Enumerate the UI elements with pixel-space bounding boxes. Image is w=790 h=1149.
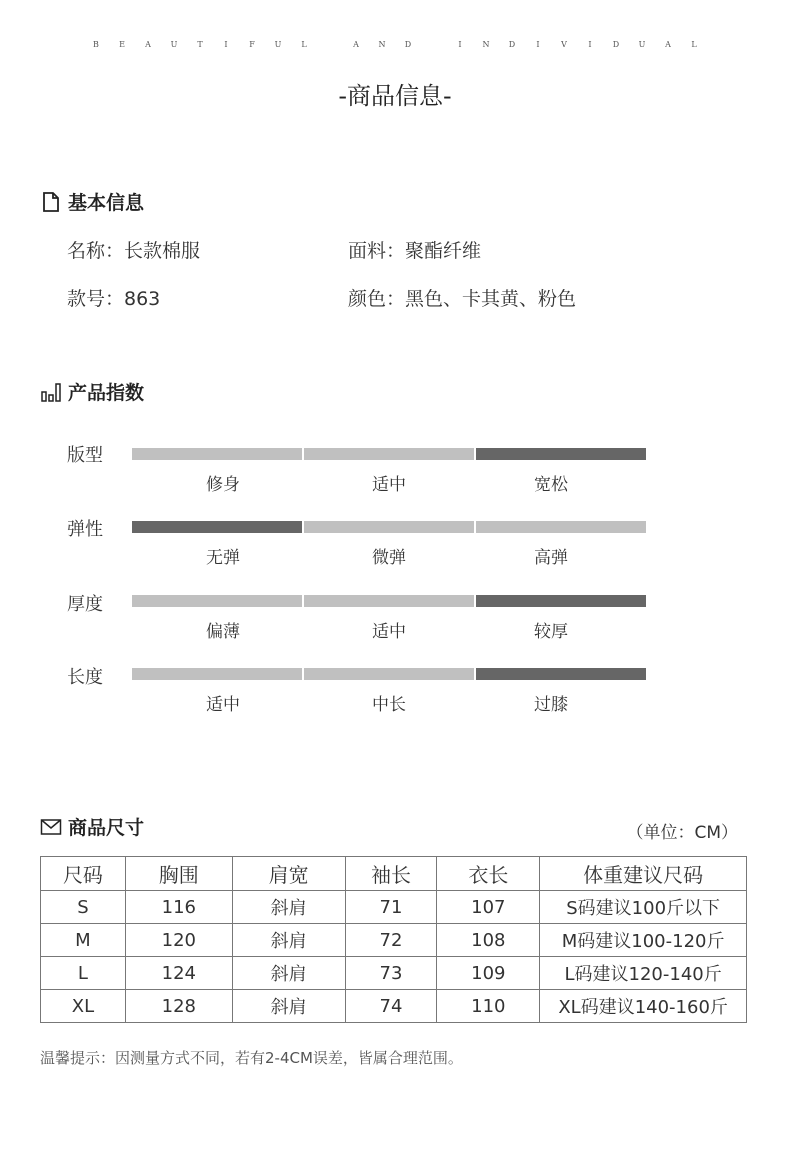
table-row <box>41 990 747 1023</box>
size-chart-heading <box>40 813 144 840</box>
basic-info-heading <box>40 188 144 215</box>
tagline-letter: D <box>508 40 516 49</box>
index-option: 适中 <box>372 622 406 642</box>
measurement-note: 温馨提示：因测量方式不同，若有2-4CM误差，皆属合理范围。 <box>40 1049 463 1067</box>
table-cell: 72 <box>345 924 437 957</box>
index-label: 厚度 <box>67 594 103 615</box>
tagline-letter: U <box>274 40 282 49</box>
index-bar <box>132 668 302 680</box>
table-row <box>41 924 747 957</box>
indices-heading <box>40 378 144 405</box>
product-fabric: 面料：聚酯纤维 <box>348 240 482 262</box>
brand-tagline <box>0 40 790 49</box>
tagline-letter: I <box>458 40 462 49</box>
tagline-letter: V <box>561 40 567 49</box>
table-cell: 斜肩 <box>232 990 345 1023</box>
index-option: 较厚 <box>534 622 568 642</box>
envelope-icon <box>40 816 62 838</box>
index-option: 宽松 <box>534 475 568 495</box>
index-option: 偏薄 <box>206 622 240 642</box>
table-cell: 128 <box>125 990 232 1023</box>
tagline-letter: D <box>404 40 412 49</box>
index-bar <box>304 595 474 607</box>
column-header: 体重建议尺码 <box>540 857 747 891</box>
index-option: 适中 <box>372 475 406 495</box>
tagline-letter: N <box>482 40 490 49</box>
tagline-letter: A <box>353 40 359 49</box>
tagline-letter: I <box>224 40 228 49</box>
table-cell: 116 <box>125 891 232 924</box>
table-cell: 斜肩 <box>232 891 345 924</box>
table-cell: M <box>41 924 126 957</box>
index-bar <box>476 448 646 460</box>
tagline-letter: A <box>145 40 151 49</box>
table-cell: XL <box>41 990 126 1023</box>
index-option: 适中 <box>206 695 240 715</box>
index-label: 版型 <box>67 445 103 466</box>
tagline-letter: D <box>612 40 620 49</box>
index-label: 长度 <box>67 667 103 688</box>
table-cell: S码建议100斤以下 <box>540 891 747 924</box>
column-header: 衣长 <box>437 857 540 891</box>
basic-info-title: 基本信息 <box>68 192 145 214</box>
index-bar <box>476 521 646 533</box>
table-cell: 斜肩 <box>232 957 345 990</box>
table-row <box>41 891 747 924</box>
table-cell: 74 <box>345 990 437 1023</box>
table-cell: M码建议100-120斤 <box>540 924 747 957</box>
tagline-letter: E <box>119 40 125 49</box>
tagline-letter: I <box>588 40 592 49</box>
table-cell: S <box>41 891 126 924</box>
index-bar <box>132 595 302 607</box>
unit-label: （单位：CM） <box>626 823 738 843</box>
page-title: -商品信息- <box>338 82 452 110</box>
index-bar <box>304 448 474 460</box>
tagline-letter: L <box>301 40 307 49</box>
tagline-letter: T <box>197 40 203 49</box>
table-cell: 109 <box>437 957 540 990</box>
index-bar <box>132 521 302 533</box>
tagline-letter: N <box>378 40 386 49</box>
index-option: 无弹 <box>206 548 240 568</box>
column-header: 袖长 <box>345 857 437 891</box>
index-option: 修身 <box>206 475 240 495</box>
table-header-row <box>41 857 747 891</box>
tagline-letter: A <box>665 40 671 49</box>
index-bar <box>304 521 474 533</box>
index-option: 高弹 <box>534 548 568 568</box>
table-cell: L码建议120-140斤 <box>540 957 747 990</box>
table-row <box>41 957 747 990</box>
index-bar <box>304 668 474 680</box>
product-colors: 颜色：黑色、卡其黄、粉色 <box>348 288 577 310</box>
tagline-letter: I <box>536 40 540 49</box>
product-style-no: 款号：863 <box>67 288 161 310</box>
table-cell: 124 <box>125 957 232 990</box>
index-bar <box>132 448 302 460</box>
tagline-letter: U <box>170 40 178 49</box>
table-cell: 71 <box>345 891 437 924</box>
indices-title: 产品指数 <box>68 382 145 404</box>
column-header: 肩宽 <box>232 857 345 891</box>
table-cell: 107 <box>437 891 540 924</box>
document-icon <box>40 191 62 213</box>
table-cell: XL码建议140-160斤 <box>540 990 747 1023</box>
tagline-letter: B <box>93 40 99 49</box>
table-cell: 73 <box>345 957 437 990</box>
index-bar <box>476 595 646 607</box>
column-header: 尺码 <box>41 857 126 891</box>
table-cell: L <box>41 957 126 990</box>
table-cell: 120 <box>125 924 232 957</box>
table-cell: 110 <box>437 990 540 1023</box>
bar-chart-icon <box>40 381 62 403</box>
index-option: 中长 <box>372 695 406 715</box>
product-name: 名称：长款棉服 <box>67 240 201 262</box>
tagline-letter: U <box>638 40 646 49</box>
tagline-letter: L <box>691 40 697 49</box>
size-chart-title: 商品尺寸 <box>68 817 145 839</box>
index-option: 过膝 <box>534 695 568 715</box>
table-cell: 108 <box>437 924 540 957</box>
size-table <box>40 856 747 1023</box>
table-cell: 斜肩 <box>232 924 345 957</box>
column-header: 胸围 <box>125 857 232 891</box>
tagline-letter: F <box>249 40 255 49</box>
index-option: 微弹 <box>372 548 406 568</box>
index-label: 弹性 <box>67 519 103 540</box>
index-bar <box>476 668 646 680</box>
